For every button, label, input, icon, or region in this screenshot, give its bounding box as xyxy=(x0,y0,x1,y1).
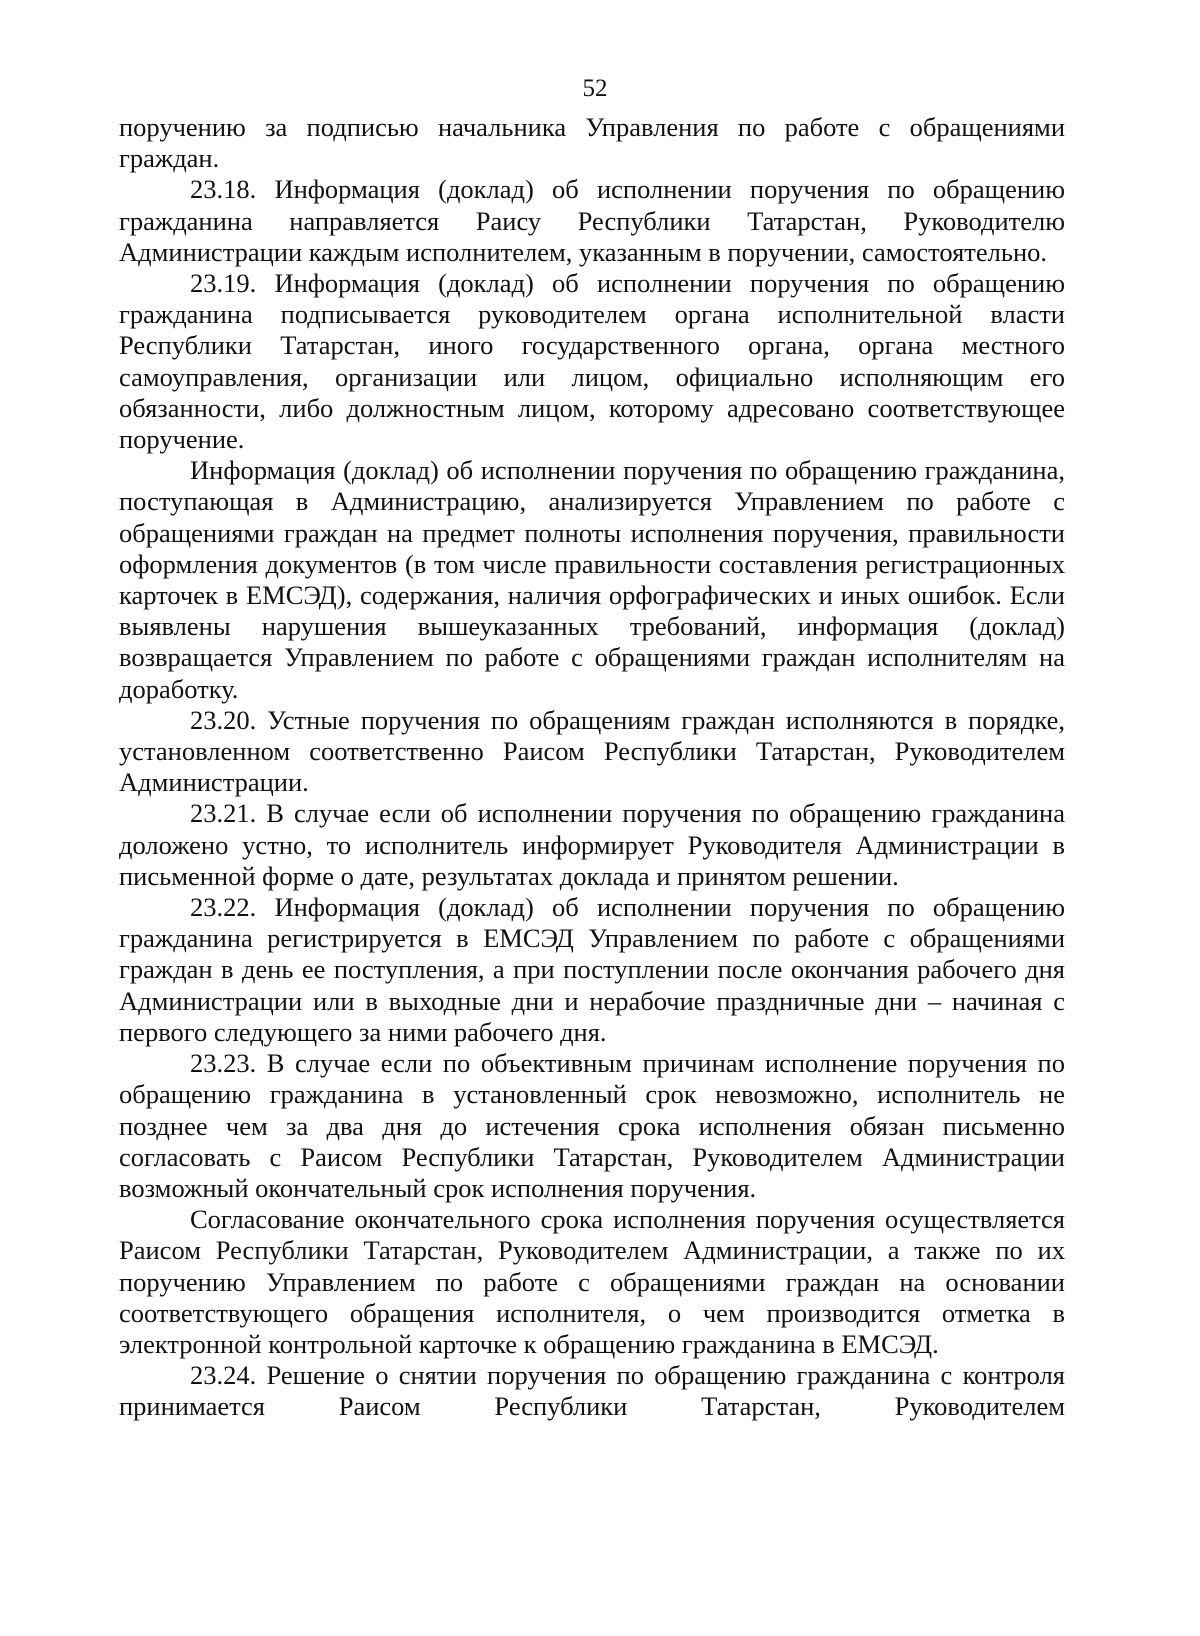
document-body xyxy=(119,112,1065,1423)
paragraph-deadline-approval: Согласование окончательного срока исполнения поручения осуществляется Раисом Республики Татарстан, Руководителем Администрации, а также по их поручению Управлением по работе с обращениями граждан на основании соответствующего обращения исполнителя, о чем производится отметка в электронной контрольной карточке к обращению гражданина в ЕМСЭД. xyxy=(119,1204,1065,1359)
paragraph-report-analysis: Информация (доклад) об исполнении поручения по обращению гражданина, поступающая в Администрацию, анализируется Управлением по работе с обращениями граждан на предмет полноты исполнения поручения, правильности оформления документов (в том числе правильности составления регистрационных карточек в ЕМСЭД), содержания, наличия орфографических и иных ошибок. Если выявлены нарушения вышеуказанных требований, информация (доклад) возвращается Управлением по работе с обращениями граждан исполнителям на доработку. xyxy=(119,455,1065,704)
page-number: 52 xyxy=(582,75,608,102)
paragraph-continuation: поручению за подписью начальника Управления по работе с обращениями граждан. xyxy=(119,112,1065,174)
paragraph-23-20: 23.20. Устные поручения по обращениям граждан исполняются в порядке, установленном соответственно Раисом Республики Татарстан, Руководителем Администрации. xyxy=(119,704,1065,798)
paragraph-23-21: 23.21. В случае если об исполнении поручения по обращению гражданина доложено устно, то исполнитель информирует Руководителя Администрации в письменной форме о дате, результатах доклада и принятом решении. xyxy=(119,798,1065,891)
paragraph-23-22: 23.22. Информация (доклад) об исполнении поручения по обращению гражданина регистрируется в ЕМСЭД Управлением по работе с обращениями граждан в день ее поступления, а при поступлении после окончания рабочего дня Администрации или в выходные дни и нерабочие праздничные дни – начиная с первого следующего за ними рабочего дня. xyxy=(119,892,1065,1047)
paragraph-23-18: 23.18. Информация (доклад) об исполнении поручения по обращению гражданина направляется Раису Республики Татарстан, Руководителю Администрации каждым исполнителем, указанным в поручении, самостоятельно. xyxy=(119,174,1065,267)
paragraph-23-19: 23.19. Информация (доклад) об исполнении поручения по обращению гражданина подписывается руководителем органа исполнительной власти Республики Татарстан, иного государственного органа, органа местного самоуправления, организации или лицом, официально исполняющим его обязанности, либо должностным лицом, которому адресовано соответствующее поручение. xyxy=(119,268,1065,455)
paragraph-23-23: 23.23. В случае если по объективным причинам исполнение поручения по обращению гражданина в установленный срок невозможно, исполнитель не позднее чем за два дня до истечения срока исполнения обязан письменно согласовать с Раисом Республики Татарстан, Руководителем Администрации возможный окончательный срок исполнения поручения. xyxy=(119,1048,1065,1203)
paragraph-23-24: 23.24. Решение о снятии поручения по обращению гражданина с контроля принимается Раисом Республики Татарстан, Руководителем xyxy=(119,1360,1065,1422)
